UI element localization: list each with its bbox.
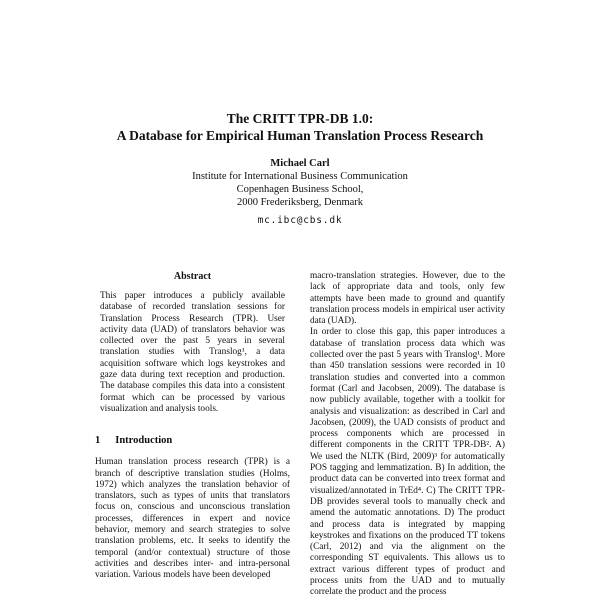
section-1-number: 1 [95, 435, 101, 447]
section-1-title: Introduction [115, 435, 173, 447]
left-column [95, 271, 290, 599]
paper-title-line1: The CRITT TPR-DB 1.0: [226, 111, 374, 126]
affiliation-line3: 2000 Frederiksberg, Denmark [236, 197, 364, 208]
right-column [310, 271, 505, 599]
author-name: Michael Carl [270, 158, 330, 169]
author-block [95, 157, 505, 227]
right-column-paragraph-2: In order to close this gap, this paper introduces a database of translation process data which was collected over the past 5 years with Translog¹. More than 450 translation sessions were recorded in 10 translation studies and converted into a common format (Carl and Jacobsen, 2009). The database is now publicly available, together with a toolkit for analysis and visualization: as described in Carl and Jacobsen, (2009), the UAD consists of product and process components which are processed in different components in the CRITT TPR-DB². A) We used the NLTK (Bird, 2009)³ for automatically POS tagging and lemmatization. B) In addition, the product data can be converted into treex format and visualized/annotated in TrEd⁴. C) The CRITT TPR-DB provides several tools to manually check and amend the automatic annotations. D) The product and process data is integrated by mapping keystrokes and fixations on the produced TT tokens (Carl, 2012) and via the alignment on the corresponding ST equivalents. This allows us to extract various different types of product and process units from the UAD and to mutually correlate the product and the process [310, 327, 505, 598]
introduction-paragraph: Human translation process research (TPR) is a branch of descriptive translation studies (Holms, 1972) which analyzes the translation behavior of translators, such as types of units that translators focus on, conscious and unconscious translation processes, differences in expert and novice behavior, memory and search strategies to solve translation problems, etc. It seeks to identify the temporal (and/or contextual) structure of those activities and describes inter- and intra-personal variation. Various models have been developed [95, 457, 290, 581]
paper-title-line2: A Database for Empirical Human Translation Process Research [116, 128, 484, 143]
abstract-body: This paper introduces a publicly available database of recorded translation sessions for Translation Process Research (TPR). User activity data (UAD) of translators behavior was collected over the past 5 years in several translation studies with Translog¹, a data acquisition software which logs keystrokes and gaze data during text reception and production. The database compiles this data into a consistent format which can be processed by various visualization and analysis tools. [100, 291, 285, 414]
author-email: mc.ibc@cbs.dk [257, 215, 343, 226]
right-column-paragraph-1: macro-translation strategies. However, due to the lack of appropriate data and tools, only few attempts have been made to ground and quantify translation process models in empirical user activity data (UAD). [310, 271, 505, 327]
paper-title [95, 110, 505, 144]
affiliation-line1: Institute for International Business Communication [192, 171, 408, 182]
two-column-body [95, 271, 505, 599]
affiliation-line2: Copenhagen Business School, [236, 184, 364, 195]
section-1-heading [95, 435, 290, 446]
abstract-heading: Abstract [173, 271, 212, 282]
